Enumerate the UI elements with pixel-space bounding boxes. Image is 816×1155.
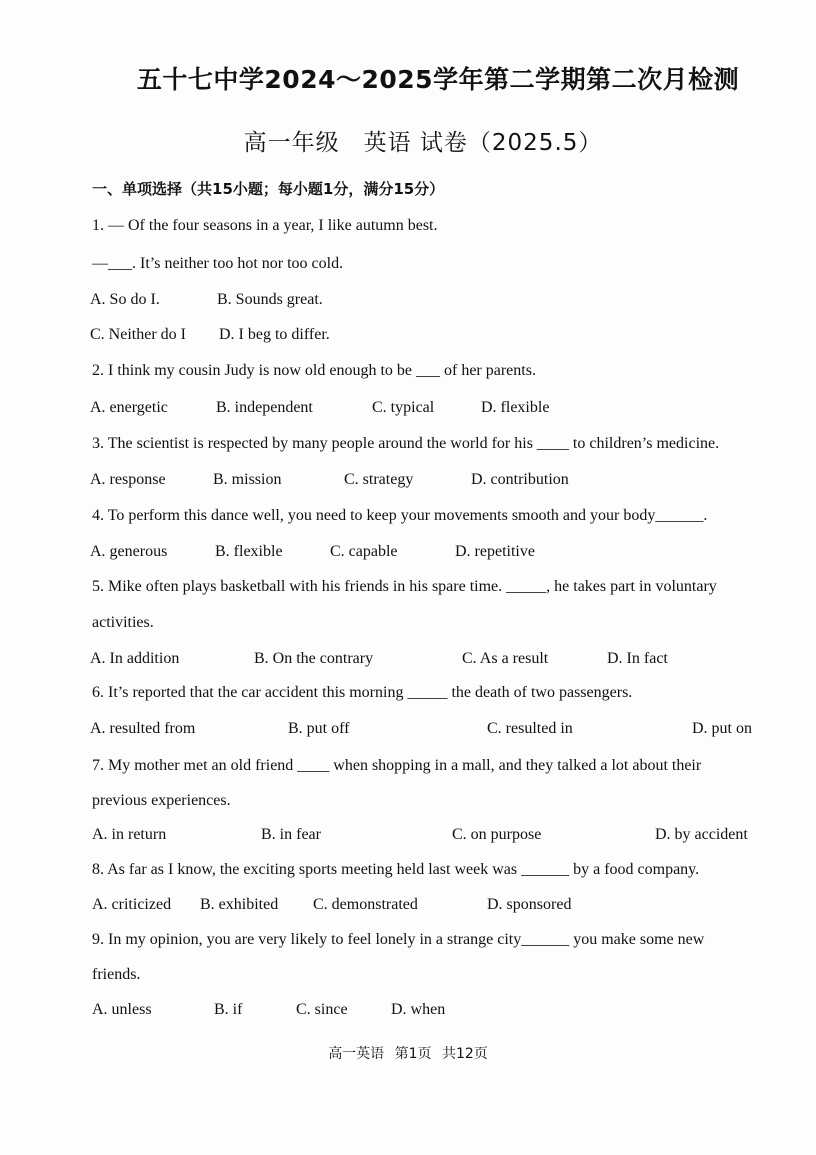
- question-5-stem-text: 5. Mike often plays basketball with his friends in his spare time. _____, he takes part in voluntary: [92, 578, 717, 595]
- question-9-option-a: A. unless: [92, 1001, 152, 1018]
- question-7-option-b: B. in fear: [261, 826, 321, 843]
- question-4-option-c: C. capable: [330, 543, 398, 560]
- question-4-option-b: B. flexible: [215, 543, 283, 560]
- question-7-stem-cont: previous experiences.: [92, 792, 231, 809]
- question-1-stem: 1. — Of the four seasons in a year, I like autumn best.: [92, 217, 438, 234]
- question-8-stem: 8. As far as I know, the exciting sports meeting held last week was ______ by a food company.: [92, 861, 700, 878]
- question-7-option-c: C. on purpose: [452, 826, 542, 843]
- exam-subtitle: 高一年级 英语 试卷（2025.5）: [243, 130, 603, 156]
- question-5-stem: [92, 578, 786, 596]
- question-4-option-a: A. generous: [90, 543, 168, 560]
- exam-title: 五十七中学2024～2025学年第二学期第二次月检测: [136, 65, 740, 94]
- question-1-option-a: A. So do I.: [90, 291, 160, 308]
- question-6-option-c: C. resulted in: [487, 720, 573, 737]
- question-9-option-b: B. if: [214, 1001, 243, 1018]
- question-9-stem: [92, 931, 786, 949]
- question-8-option-d: D. sponsored: [487, 896, 572, 913]
- question-2-stem: 2. I think my cousin Judy is now old enough to be ___ of her parents.: [92, 362, 536, 379]
- question-3-option-c: C. strategy: [344, 471, 414, 488]
- question-8-option-a: A. criticized: [92, 896, 172, 913]
- question-1-option-c: C. Neither do I: [90, 326, 186, 343]
- question-6-option-b: B. put off: [288, 720, 350, 737]
- question-8-option-b: B. exhibited: [200, 896, 279, 913]
- question-3-option-a: A. response: [90, 471, 166, 488]
- page-footer: 高一英语 第1页 共12页: [328, 1046, 488, 1062]
- question-7-stem-text: 7. My mother met an old friend ____ when shopping in a mall, and they talked a lot about their: [92, 757, 702, 774]
- question-6-option-d: D. put on: [692, 720, 752, 737]
- question-9-stem-text: 9. In my opinion, you are very likely to feel lonely in a strange city______ you make some new: [92, 931, 705, 948]
- question-5-option-a: A. In addition: [90, 650, 180, 667]
- question-5-stem-cont: activities.: [92, 614, 154, 631]
- question-7-option-a: A. in return: [92, 826, 167, 843]
- question-8-option-c: C. demonstrated: [313, 896, 418, 913]
- question-5-option-d: D. In fact: [607, 650, 668, 667]
- question-7-stem: [92, 757, 786, 775]
- question-2-option-d: D. flexible: [481, 399, 550, 416]
- question-2-option-c: C. typical: [372, 399, 435, 416]
- question-3-stem: 3. The scientist is respected by many people around the world for his ____ to children’s medicine.: [92, 435, 720, 452]
- question-1-option-d: D. I beg to differ.: [219, 326, 330, 343]
- question-2-option-a: A. energetic: [90, 399, 168, 416]
- question-1-stem-reply: —___. It’s neither too hot nor too cold.: [92, 255, 344, 272]
- question-4-stem: 4. To perform this dance well, you need to keep your movements smooth and your body______.: [92, 507, 708, 524]
- question-1-option-b: B. Sounds great.: [217, 291, 323, 308]
- question-9-stem-cont: friends.: [92, 966, 141, 983]
- question-3-option-b: B. mission: [213, 471, 282, 488]
- question-4-option-d: D. repetitive: [455, 543, 535, 560]
- question-3-option-d: D. contribution: [471, 471, 569, 488]
- question-5-option-c: C. As a result: [462, 650, 549, 667]
- question-5-option-b: B. On the contrary: [254, 650, 374, 667]
- question-6-option-a: A. resulted from: [90, 720, 196, 737]
- question-2-option-b: B. independent: [216, 399, 313, 416]
- section-heading: 一、单项选择（共15小题；每小题1分，满分15分）: [92, 180, 445, 198]
- question-9-option-c: C. since: [296, 1001, 348, 1018]
- question-7-option-d: D. by accident: [655, 826, 748, 843]
- question-6-stem: 6. It’s reported that the car accident this morning _____ the death of two passengers.: [92, 684, 633, 701]
- question-9-option-d: D. when: [391, 1001, 446, 1018]
